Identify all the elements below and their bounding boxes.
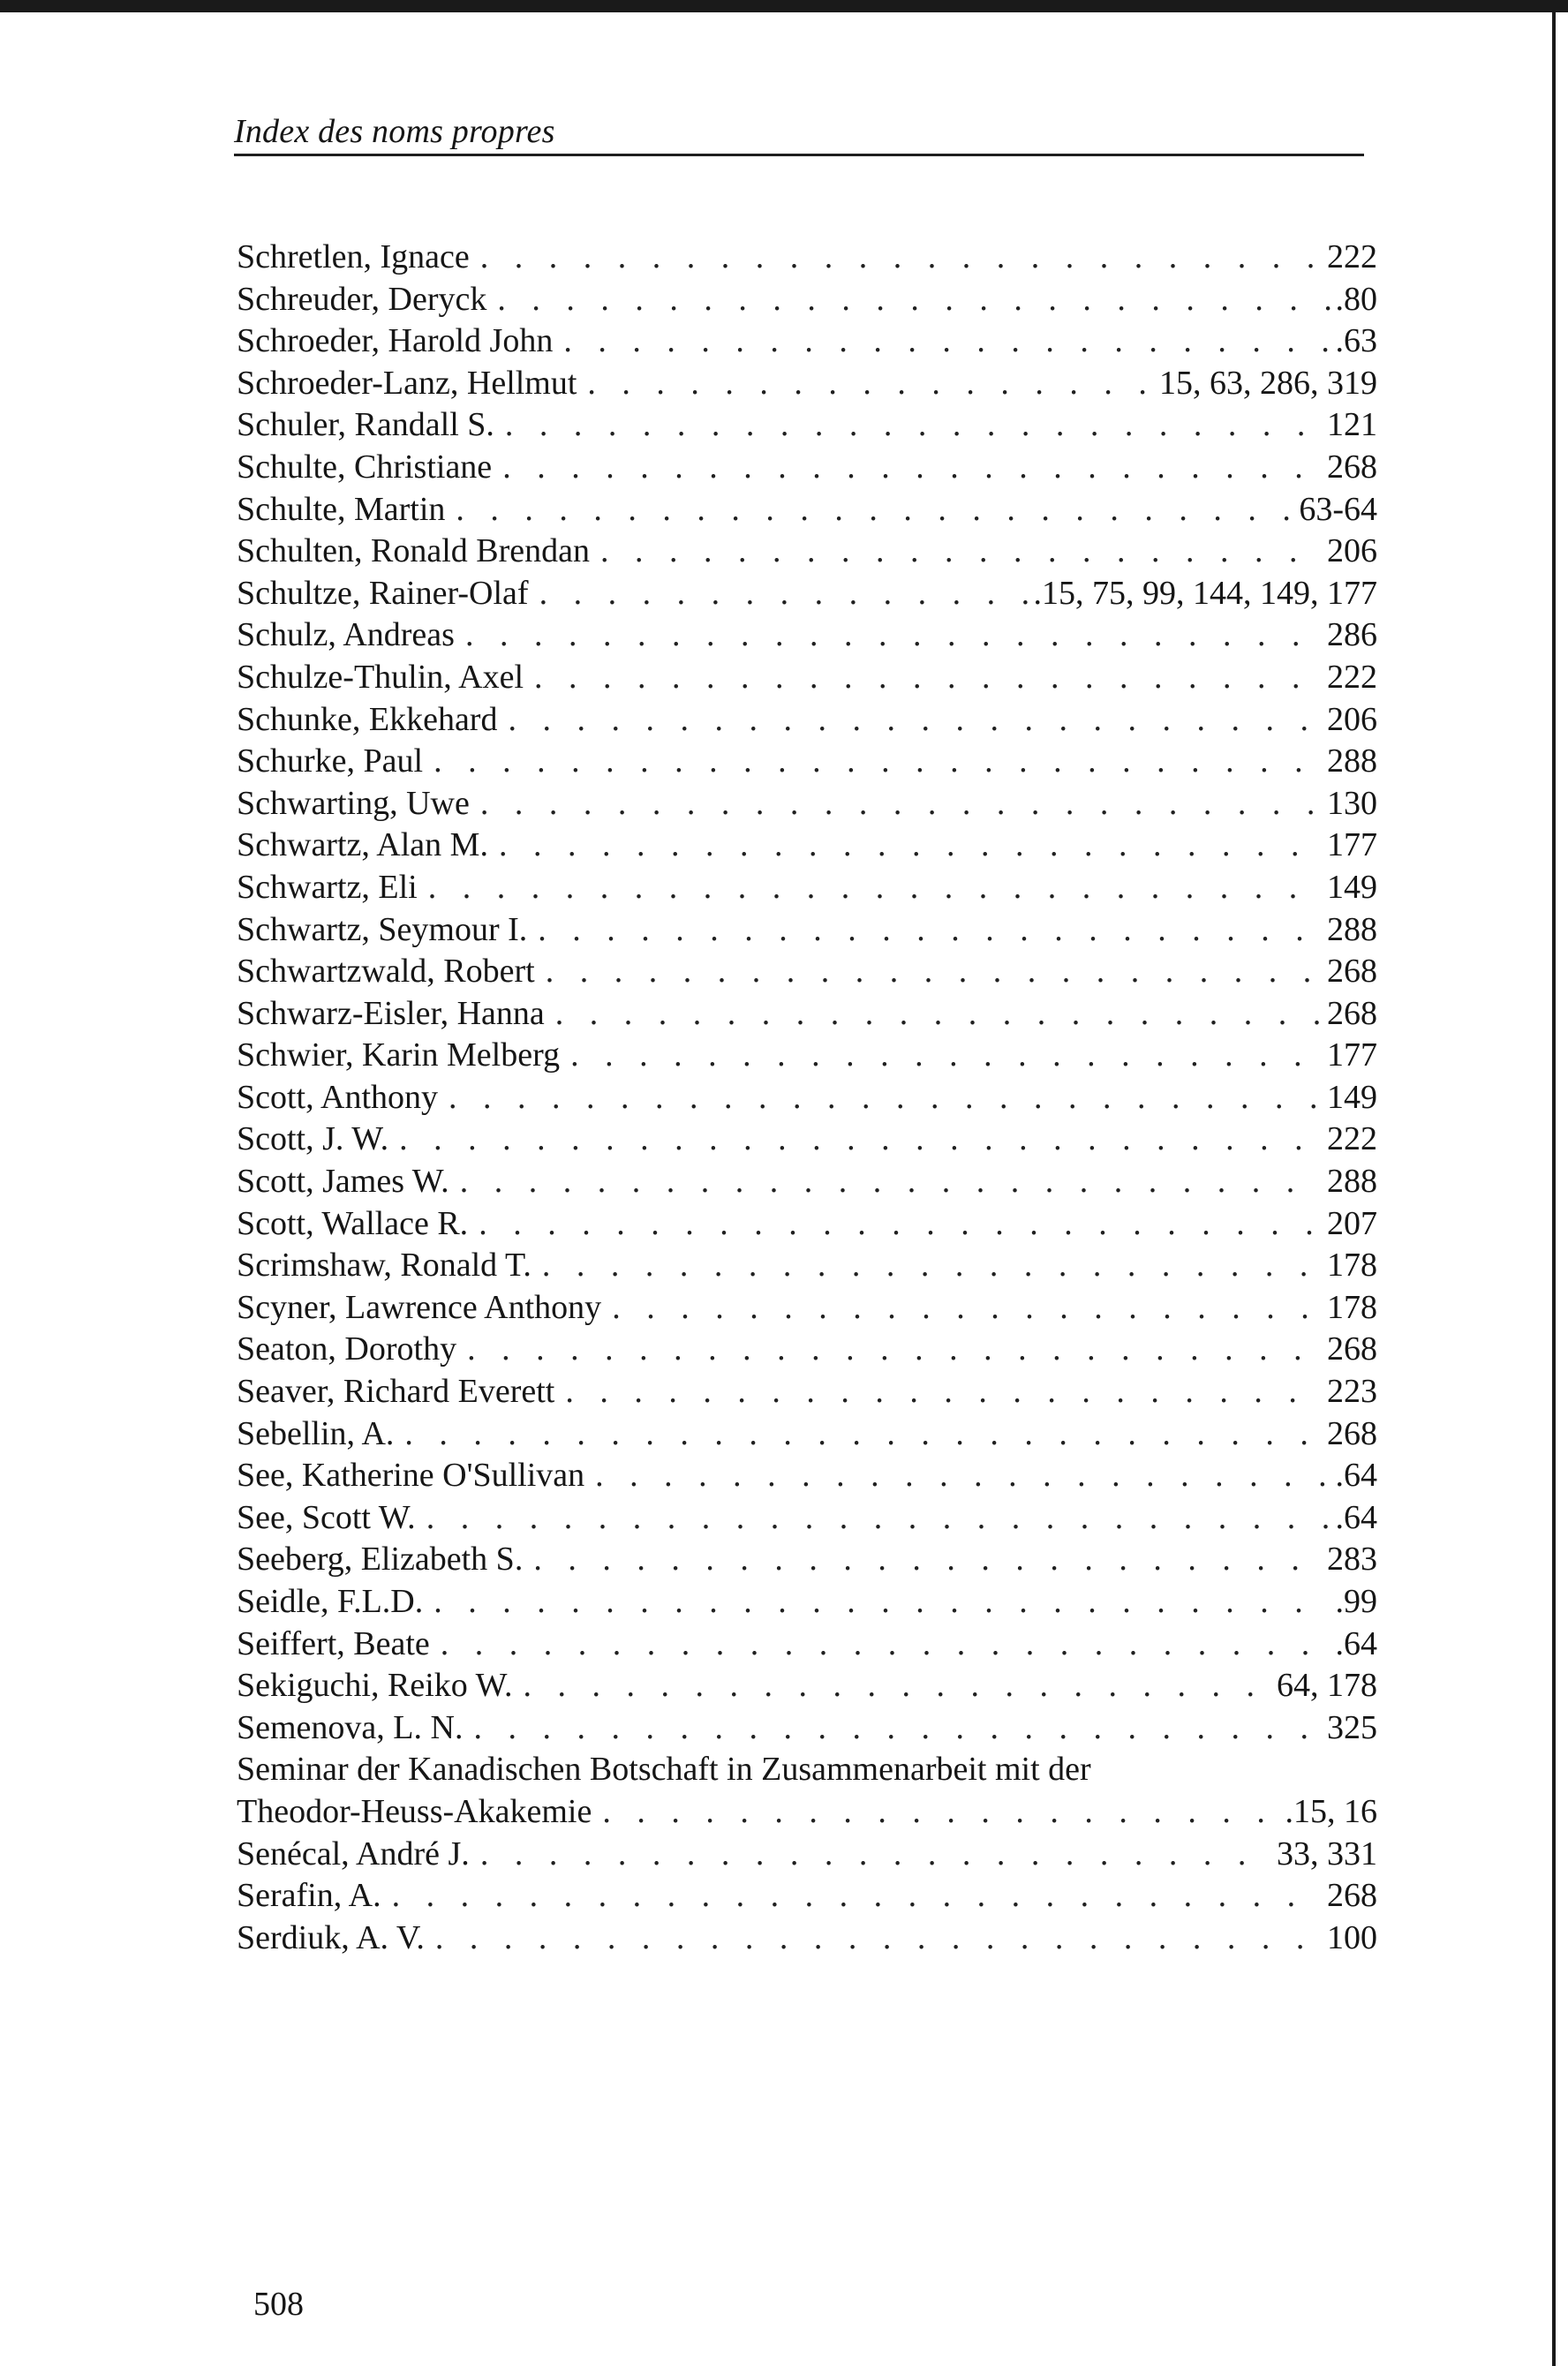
dot-leader bbox=[441, 1624, 1331, 1666]
index-entry-name: Schreuder, Deryck bbox=[237, 280, 487, 318]
index-entry bbox=[237, 699, 1377, 742]
index-entry bbox=[237, 1834, 1377, 1876]
index-entry-pages: 64, 178 bbox=[1277, 1667, 1377, 1705]
index-entry-pages: 178 bbox=[1327, 1288, 1377, 1326]
dot-leader bbox=[505, 404, 1322, 447]
index-entry-pages: 222 bbox=[1327, 1120, 1377, 1158]
index-entry bbox=[237, 1245, 1377, 1287]
index-entry bbox=[237, 783, 1377, 825]
index-entry-name: Seidle, F.L.D. bbox=[237, 1583, 424, 1620]
index-entry-name: Serdiuk, A. V. bbox=[237, 1918, 425, 1956]
dot-leader bbox=[433, 1581, 1330, 1624]
dot-leader bbox=[480, 237, 1322, 279]
scan-top-edge bbox=[0, 0, 1568, 12]
dot-leader bbox=[502, 447, 1322, 489]
index-entry-name: Schroeder, Harold John bbox=[237, 322, 554, 360]
index-entry-pages: 268 bbox=[1327, 1877, 1377, 1915]
index-entry bbox=[237, 1161, 1377, 1203]
index-entry-pages: 206 bbox=[1327, 700, 1377, 738]
index-entry-pages: 149 bbox=[1327, 868, 1377, 906]
index-entry-pages: 283 bbox=[1327, 1541, 1377, 1579]
index-entry-name: Semenova, L. N. bbox=[237, 1708, 464, 1746]
index-entry-pages: 222 bbox=[1327, 658, 1377, 696]
dot-leader bbox=[563, 320, 1330, 363]
dot-leader bbox=[538, 909, 1322, 952]
dot-leader bbox=[565, 1371, 1322, 1413]
dot-leader bbox=[497, 279, 1330, 321]
dot-leader bbox=[555, 993, 1322, 1036]
index-entry-name: Seiffert, Beate bbox=[237, 1624, 430, 1662]
index-entry bbox=[237, 1413, 1377, 1456]
index-entry-pages: 268 bbox=[1327, 448, 1377, 486]
scan-right-edge bbox=[1552, 0, 1556, 2366]
index-entry bbox=[237, 1581, 1377, 1624]
dot-leader bbox=[499, 825, 1322, 867]
index-entry bbox=[237, 1497, 1377, 1540]
index-entry bbox=[237, 1707, 1377, 1750]
index-entry bbox=[237, 1287, 1377, 1330]
index-entry bbox=[237, 741, 1377, 783]
dot-leader bbox=[460, 1161, 1322, 1203]
index-entry-name: Schulte, Martin bbox=[237, 490, 446, 528]
index-entry-name: Schwartz, Alan M. bbox=[237, 826, 488, 864]
index-entry bbox=[237, 1371, 1377, 1413]
dot-leader bbox=[479, 1203, 1322, 1246]
index-entry bbox=[237, 951, 1377, 993]
index-entry-pages: .15, 16 bbox=[1285, 1792, 1377, 1830]
index-entry bbox=[237, 363, 1377, 405]
index-entry-pages: 63-64 bbox=[1299, 490, 1377, 528]
dot-leader bbox=[539, 573, 1029, 615]
dot-leader bbox=[392, 1875, 1322, 1918]
index-entry-name: Scott, James W. bbox=[237, 1163, 449, 1201]
running-head bbox=[234, 113, 1364, 156]
index-entry-name: Schulte, Christiane bbox=[237, 448, 493, 486]
index-entry bbox=[237, 447, 1377, 489]
index-entry-pages: 288 bbox=[1327, 742, 1377, 780]
index-entry-name: Schwarting, Uwe bbox=[237, 784, 470, 822]
index-entry-pages: 268 bbox=[1327, 953, 1377, 991]
index-entry-pages: .15, 75, 99, 144, 149, 177 bbox=[1033, 574, 1377, 612]
dot-leader bbox=[467, 1329, 1322, 1371]
index-entry-name: Scott, Anthony bbox=[237, 1078, 439, 1116]
index-entry-pages: 288 bbox=[1327, 910, 1377, 948]
dot-leader bbox=[404, 1413, 1322, 1456]
index-entry-pages: 223 bbox=[1327, 1373, 1377, 1411]
page-number: 508 bbox=[253, 2286, 304, 2323]
index-entry bbox=[237, 657, 1377, 699]
index-entry bbox=[237, 237, 1377, 279]
index-entry bbox=[237, 573, 1377, 615]
index-entry-pages: 178 bbox=[1327, 1247, 1377, 1285]
index-entry-name: Seeberg, Elizabeth S. bbox=[237, 1541, 524, 1579]
index-entry-pages: 33, 331 bbox=[1277, 1835, 1377, 1872]
index-entry-heading-line: Seminar der Kanadischen Botschaft in Zusammenarbeit mit der bbox=[237, 1751, 1091, 1789]
dot-leader bbox=[480, 783, 1322, 825]
dot-leader bbox=[587, 363, 1154, 405]
index-entry-pages: 100 bbox=[1327, 1918, 1377, 1956]
dot-leader bbox=[508, 699, 1322, 742]
index-entry bbox=[237, 1035, 1377, 1077]
index-entry bbox=[237, 1791, 1377, 1834]
index-entry-name: Schwartz, Eli bbox=[237, 868, 418, 906]
index-entry-name: Schuler, Randall S. bbox=[237, 406, 494, 444]
index-entry-name: Scyner, Lawrence Anthony bbox=[237, 1288, 602, 1326]
dot-leader bbox=[456, 489, 1293, 531]
index-entry bbox=[237, 1203, 1377, 1246]
index-entry-name: Theodor-Heuss-Akakemie bbox=[237, 1792, 592, 1830]
index-entry-pages: 268 bbox=[1327, 1330, 1377, 1368]
index-entry-name: Senécal, André J. bbox=[237, 1835, 470, 1872]
index-entry bbox=[237, 1918, 1377, 1960]
index-entry-pages: 130 bbox=[1327, 784, 1377, 822]
index-entry-pages: .64 bbox=[1335, 1498, 1377, 1536]
index-entry-pages: .64 bbox=[1335, 1457, 1377, 1495]
index-entry-name: Scott, Wallace R. bbox=[237, 1204, 469, 1242]
index-entry-name: Schurke, Paul bbox=[237, 742, 424, 780]
index-entry-pages: 207 bbox=[1327, 1204, 1377, 1242]
index-entry-pages: 206 bbox=[1327, 532, 1377, 570]
index-entry bbox=[237, 1077, 1377, 1119]
index-entry bbox=[237, 867, 1377, 909]
dot-leader bbox=[546, 951, 1322, 993]
index-entry-name: Schwier, Karin Melberg bbox=[237, 1036, 561, 1074]
index-entry bbox=[237, 825, 1377, 867]
dot-leader bbox=[533, 1539, 1322, 1581]
index-list bbox=[237, 237, 1377, 1959]
index-entry bbox=[237, 909, 1377, 952]
index-entry-name: Serafin, A. bbox=[237, 1877, 381, 1915]
index-entry-name: Schulz, Andreas bbox=[237, 616, 455, 654]
dot-leader bbox=[433, 741, 1322, 783]
index-entry-pages: 177 bbox=[1327, 1036, 1377, 1074]
dot-leader bbox=[473, 1707, 1322, 1750]
index-entry-name: Seaton, Dorothy bbox=[237, 1330, 457, 1368]
index-entry bbox=[237, 489, 1377, 531]
index-entry bbox=[237, 1119, 1377, 1161]
index-entry-name: Seaver, Richard Everett bbox=[237, 1373, 555, 1411]
index-entry bbox=[237, 1624, 1377, 1666]
index-entry bbox=[237, 1665, 1377, 1707]
index-entry-name: See, Scott W. bbox=[237, 1498, 416, 1536]
index-entry-name: Schwartzwald, Robert bbox=[237, 953, 535, 991]
dot-leader bbox=[570, 1035, 1322, 1077]
running-head-title: Index des noms propres bbox=[234, 113, 555, 150]
index-entry-pages: 325 bbox=[1327, 1708, 1377, 1746]
index-entry-name: Schwarz-Eisler, Hanna bbox=[237, 994, 545, 1032]
index-entry-name: Schultze, Rainer-Olaf bbox=[237, 574, 529, 612]
dot-leader bbox=[534, 657, 1322, 699]
dot-leader bbox=[480, 1834, 1271, 1876]
dot-leader bbox=[465, 614, 1322, 657]
index-entry-pages: 268 bbox=[1327, 1414, 1377, 1452]
index-entry-pages: 121 bbox=[1327, 406, 1377, 444]
dot-leader bbox=[428, 867, 1322, 909]
dot-leader bbox=[612, 1287, 1322, 1330]
index-entry-pages: .63 bbox=[1335, 322, 1377, 360]
dot-leader bbox=[435, 1918, 1322, 1960]
dot-leader bbox=[449, 1077, 1322, 1119]
index-entry bbox=[237, 1329, 1377, 1371]
dot-leader bbox=[523, 1665, 1271, 1707]
index-entry-name: Schwartz, Seymour I. bbox=[237, 910, 528, 948]
index-entry-name: Schroeder-Lanz, Hellmut bbox=[237, 364, 577, 402]
index-entry bbox=[237, 279, 1377, 321]
index-entry bbox=[237, 404, 1377, 447]
index-entry-name: Schretlen, Ignace bbox=[237, 238, 470, 275]
index-entry-pages: 288 bbox=[1327, 1163, 1377, 1201]
index-entry-pages: 15, 63, 286, 319 bbox=[1159, 364, 1377, 402]
dot-leader bbox=[542, 1245, 1322, 1287]
index-entry bbox=[237, 1455, 1377, 1497]
index-entry-pages: 286 bbox=[1327, 616, 1377, 654]
index-entry bbox=[237, 320, 1377, 363]
index-entry-name: See, Katherine O'Sullivan bbox=[237, 1457, 585, 1495]
index-entry-name: Scott, J. W. bbox=[237, 1120, 389, 1158]
index-entry bbox=[237, 531, 1377, 573]
index-entry-pages: .80 bbox=[1335, 280, 1377, 318]
index-entry-pages: .99 bbox=[1335, 1583, 1377, 1620]
index-entry-name: Sekiguchi, Reiko W. bbox=[237, 1667, 513, 1705]
dot-leader bbox=[399, 1119, 1322, 1161]
index-entry-name: Scrimshaw, Ronald T. bbox=[237, 1247, 531, 1285]
dot-leader bbox=[595, 1455, 1330, 1497]
index-entry-name: Schulten, Ronald Brendan bbox=[237, 532, 590, 570]
dot-leader bbox=[600, 531, 1322, 573]
index-entry-name: Schulze-Thulin, Axel bbox=[237, 658, 524, 696]
index-entry bbox=[237, 993, 1377, 1036]
index-entry-pages: 222 bbox=[1327, 238, 1377, 275]
dot-leader bbox=[426, 1497, 1331, 1540]
index-entry-pages: 149 bbox=[1327, 1078, 1377, 1116]
index-entry-pages: 177 bbox=[1327, 826, 1377, 864]
index-entry-name: Schunke, Ekkehard bbox=[237, 700, 498, 738]
index-entry-pages: .64 bbox=[1335, 1624, 1377, 1662]
index-entry bbox=[237, 614, 1377, 657]
dot-leader bbox=[602, 1791, 1279, 1834]
index-entry-name: Sebellin, A. bbox=[237, 1414, 395, 1452]
index-entry-pages: 268 bbox=[1327, 994, 1377, 1032]
index-entry bbox=[237, 1539, 1377, 1581]
index-entry bbox=[237, 1875, 1377, 1918]
